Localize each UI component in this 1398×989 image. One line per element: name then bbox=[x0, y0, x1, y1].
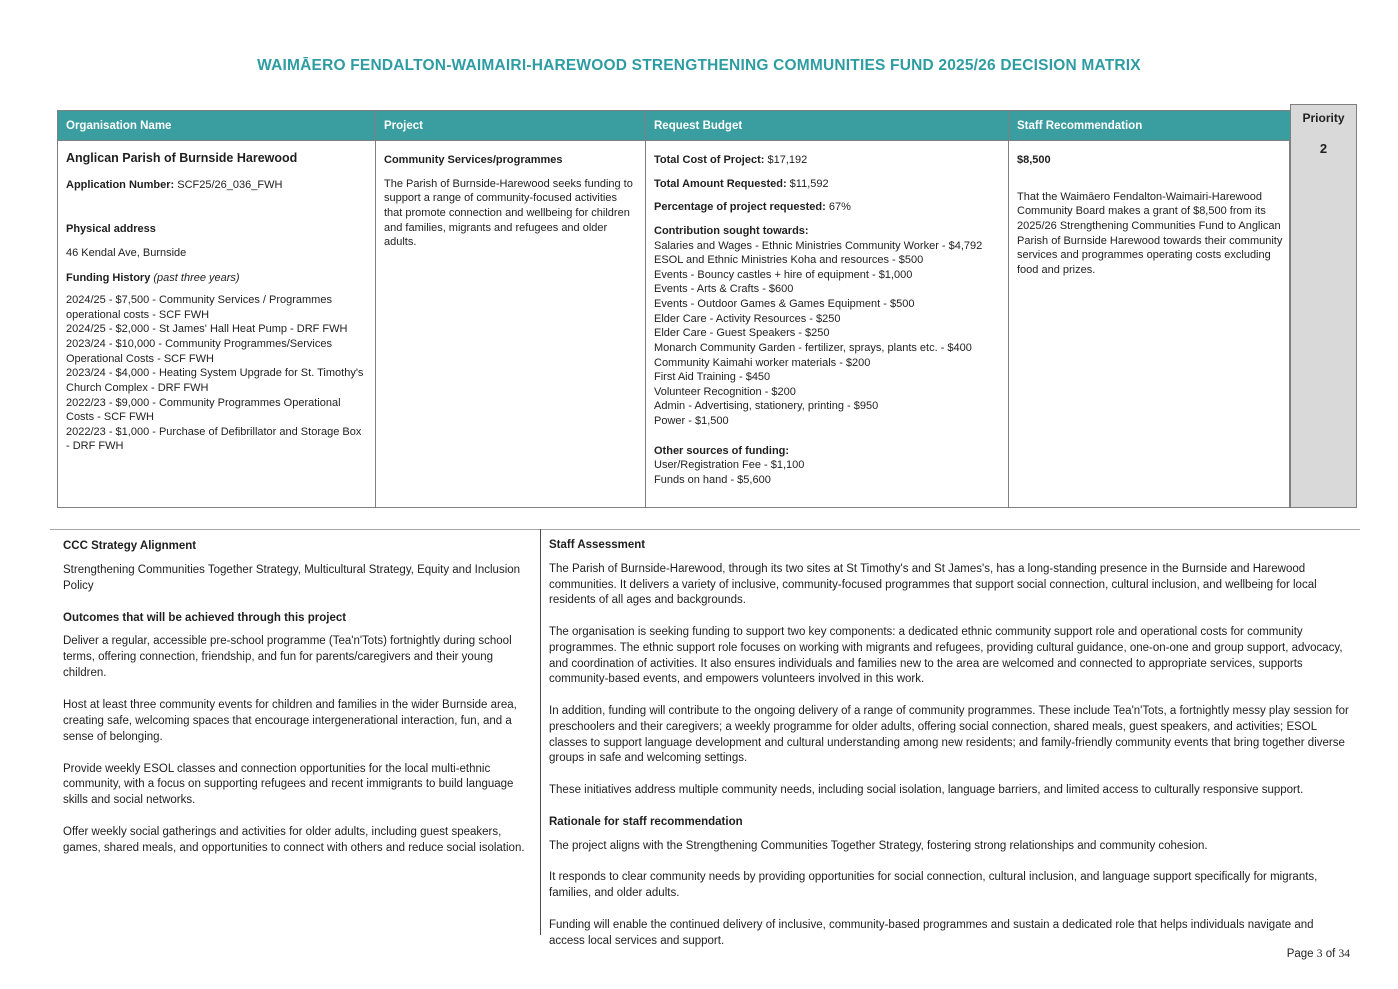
outcomes-list bbox=[63, 634, 533, 856]
outcomes-heading: Outcomes that will be achieved through this project bbox=[63, 611, 347, 624]
contribution-list bbox=[654, 239, 1000, 429]
recommendation-amount: $8,500 bbox=[1017, 154, 1051, 166]
funding-history-entry: 2024/25 - $2,000 - St James' Hall Heat Pump - DRF FWH bbox=[66, 323, 348, 336]
contribution-item: First Aid Training - $450 bbox=[654, 371, 771, 384]
other-funding-item: User/Registration Fee - $1,100 bbox=[654, 459, 805, 472]
assessment-paragraph: The Parish of Burnside-Harewood, through its two sites at St Timothy's and St James's, has a long-standing presence in the Burnside and Harewood communities. It delivers a variety of inclusive, community-focused programmes that support social connection, cultural inclusion, and wellbeing for local residents of all ages and backgrounds. bbox=[549, 562, 1317, 607]
contribution-item: Salaries and Wages - Ethnic Ministries Community Worker - $4,792 bbox=[654, 239, 983, 252]
other-funding-label: Other sources of funding: bbox=[654, 444, 790, 457]
rationale-paragraphs bbox=[549, 839, 1351, 950]
recommendation-text: That the Waimāero Fendalton-Waimairi-Harewood Community Board makes a grant of $8,500 from its 2025/26 Strengthening Communities Fund to Anglican Parish of Burnside Harewood towards their community services and programmes operating costs excluding food and prizes. bbox=[1017, 190, 1283, 276]
column-header-recommendation: Staff Recommendation bbox=[1009, 111, 1291, 141]
contribution-item: Elder Care - Guest Speakers - $250 bbox=[654, 327, 830, 340]
page-number: Page 3 of 34 bbox=[1286, 948, 1350, 960]
staff-assessment-box bbox=[549, 538, 1351, 965]
assessment-paragraph: These initiatives address multiple community needs, including social isolation, language barriers, and limited access to culturally responsive support. bbox=[549, 784, 1304, 796]
contribution-item: Events - Outdoor Games & Games Equipment - $500 bbox=[654, 298, 915, 310]
funding-history-list bbox=[66, 293, 367, 454]
contribution-item: Volunteer Recognition - $200 bbox=[654, 385, 796, 398]
contribution-item: Events - Bouncy castles + hire of equipment - $1,000 bbox=[654, 268, 913, 281]
budget-cell bbox=[646, 141, 1009, 507]
rationale-heading: Rationale for staff recommendation bbox=[549, 815, 743, 828]
column-header-organisation: Organisation Name bbox=[58, 111, 376, 141]
outcome-paragraph: Host at least three community events for children and families in the wider Burnside area, creating safe, welcoming spaces that encourage intergenerational interaction, fun, and a sense of belonging. bbox=[63, 699, 517, 743]
contribution-item: Elder Care - Activity Resources - $250 bbox=[654, 312, 841, 325]
strategy-alignment: Strengthening Communities Together Strategy, Multicultural Strategy, Equity and Inclusion Policy bbox=[63, 563, 521, 592]
decision-matrix-table bbox=[57, 110, 1290, 508]
assessment-paragraph: The organisation is seeking funding to support two key components: a dedicated ethnic community support role and operational costs for community programmes. The ethnic support role focuses on working with migrants and refugees, providing cultural guidance, one-on-one and group support, advocacy, and coordination of activities. It also ensures individuals and families new to the area are welcomed and connected to appropriate services, supports community-based events, and empowers volunteers involved in this work. bbox=[549, 626, 1343, 686]
section-divider-vertical bbox=[540, 529, 541, 935]
page-title: WAIMĀERO FENDALTON-WAIMAIRI-HAREWOOD STRENGTHENING COMMUNITIES FUND 2025/26 DECISION MATRIX bbox=[257, 57, 1141, 74]
funding-history-entry: 2022/23 - $1,000 - Purchase of Defibrillator and Storage Box - DRF FWH bbox=[66, 425, 362, 453]
column-header-priority: Priority bbox=[1302, 111, 1345, 125]
budget-summary-list bbox=[654, 153, 1000, 215]
contribution-item: Power - $1,500 bbox=[654, 415, 729, 427]
budget-summary-line: Total Amount Requested: $11,592 bbox=[654, 177, 829, 190]
priority-value: 2 bbox=[1319, 141, 1328, 156]
priority-cell bbox=[1290, 104, 1357, 508]
project-description: The Parish of Burnside-Harewood seeks funding to support a range of community-focused activities that promote connection and wellbeing for children and families, migrants and refugees and older adults. bbox=[384, 177, 633, 249]
contribution-label: Contribution sought towards: bbox=[654, 224, 809, 237]
strategy-heading: CCC Strategy Alignment bbox=[63, 540, 197, 552]
organisation-name: Anglican Parish of Burnside Harewood bbox=[66, 151, 298, 165]
physical-address: 46 Kendal Ave, Burnside bbox=[66, 246, 187, 259]
rationale-paragraph: The project aligns with the Strengthening Communities Together Strategy, fostering strong relationships and community cohesion. bbox=[549, 839, 1208, 852]
assessment-heading: Staff Assessment bbox=[549, 539, 646, 551]
other-funding-item: Funds on hand - $5,600 bbox=[654, 473, 771, 486]
funding-history-label: Funding History (past three years) bbox=[66, 271, 240, 284]
funding-history-entry: 2024/25 - $7,500 - Community Services / Programmes operational costs - SCF FWH bbox=[66, 294, 332, 321]
outcome-paragraph: Deliver a regular, accessible pre-school programme (Tea'n'Tots) fortnightly during school terms, offering connection, friendship, and fun for parents/caregivers and their young children. bbox=[63, 635, 512, 680]
recommendation-cell bbox=[1009, 141, 1291, 507]
column-header-project: Project bbox=[376, 111, 646, 141]
physical-address-label: Physical address bbox=[66, 223, 156, 236]
project-title: Community Services/programmes bbox=[384, 154, 563, 166]
rationale-paragraph: Funding will enable the continued delivery of inclusive, community-based programmes and sustain a dedicated role that helps individuals navigate and access local services and support. bbox=[549, 918, 1314, 947]
assessment-paragraph: In addition, funding will contribute to the ongoing delivery of a range of community programmes. These include Tea'n'Tots, a fortnightly messy play session for preschoolers and their caregivers; a weekly programme for older adults, offering social connection, shared meals, guest speakers, and activities; ESOL classes to support language development and cultural understanding among new residents; and family-friendly community events that bring together diverse groups in safe and welcoming settings. bbox=[549, 705, 1349, 765]
contribution-item: ESOL and Ethnic Ministries Koha and resources - $500 bbox=[654, 254, 924, 267]
outcome-paragraph: Offer weekly social gatherings and activities for older adults, including guest speakers, games, shared meals, and opportunities to connect with others and reduce social isolation. bbox=[63, 826, 525, 855]
rationale-paragraph: It responds to clear community needs by providing opportunities for social connection, cultural inclusion, and language support specifically for migrants, families, and older adults. bbox=[549, 871, 1318, 899]
other-funding-list bbox=[654, 458, 1000, 487]
contribution-item: Events - Arts & Crafts - $600 bbox=[654, 283, 794, 296]
application-number: Application Number: SCF25/26_036_FWH bbox=[66, 178, 283, 191]
column-header-budget: Request Budget bbox=[646, 111, 1009, 141]
project-cell bbox=[376, 141, 646, 507]
organisation-cell bbox=[58, 141, 376, 507]
ccc-strategy-box bbox=[63, 539, 533, 873]
funding-history-entry: 2023/24 - $10,000 - Community Programmes/Services Operational Costs - SCF FWH bbox=[66, 338, 332, 365]
section-divider-horizontal bbox=[50, 529, 1360, 530]
contribution-item: Monarch Community Garden - fertilizer, sprays, plants etc. - $400 bbox=[654, 341, 972, 354]
outcome-paragraph: Provide weekly ESOL classes and connection opportunities for the local multi-ethnic community, with a focus on supporting refugees and recent immigrants to build language skills and social networks. bbox=[63, 762, 514, 807]
contribution-item: Admin - Advertising, stationery, printing - $950 bbox=[654, 400, 879, 413]
budget-summary-line: Percentage of project requested: 67% bbox=[654, 201, 851, 214]
funding-history-entry: 2023/24 - $4,000 - Heating System Upgrade for St. Timothy's Church Complex - DRF FWH bbox=[66, 367, 364, 394]
contribution-item: Community Kaimahi worker materials - $200 bbox=[654, 356, 871, 369]
budget-summary-line: Total Cost of Project: $17,192 bbox=[654, 154, 808, 166]
assessment-paragraphs bbox=[549, 562, 1351, 799]
funding-history-entry: 2022/23 - $9,000 - Community Programmes Operational Costs - SCF FWH bbox=[66, 396, 341, 424]
